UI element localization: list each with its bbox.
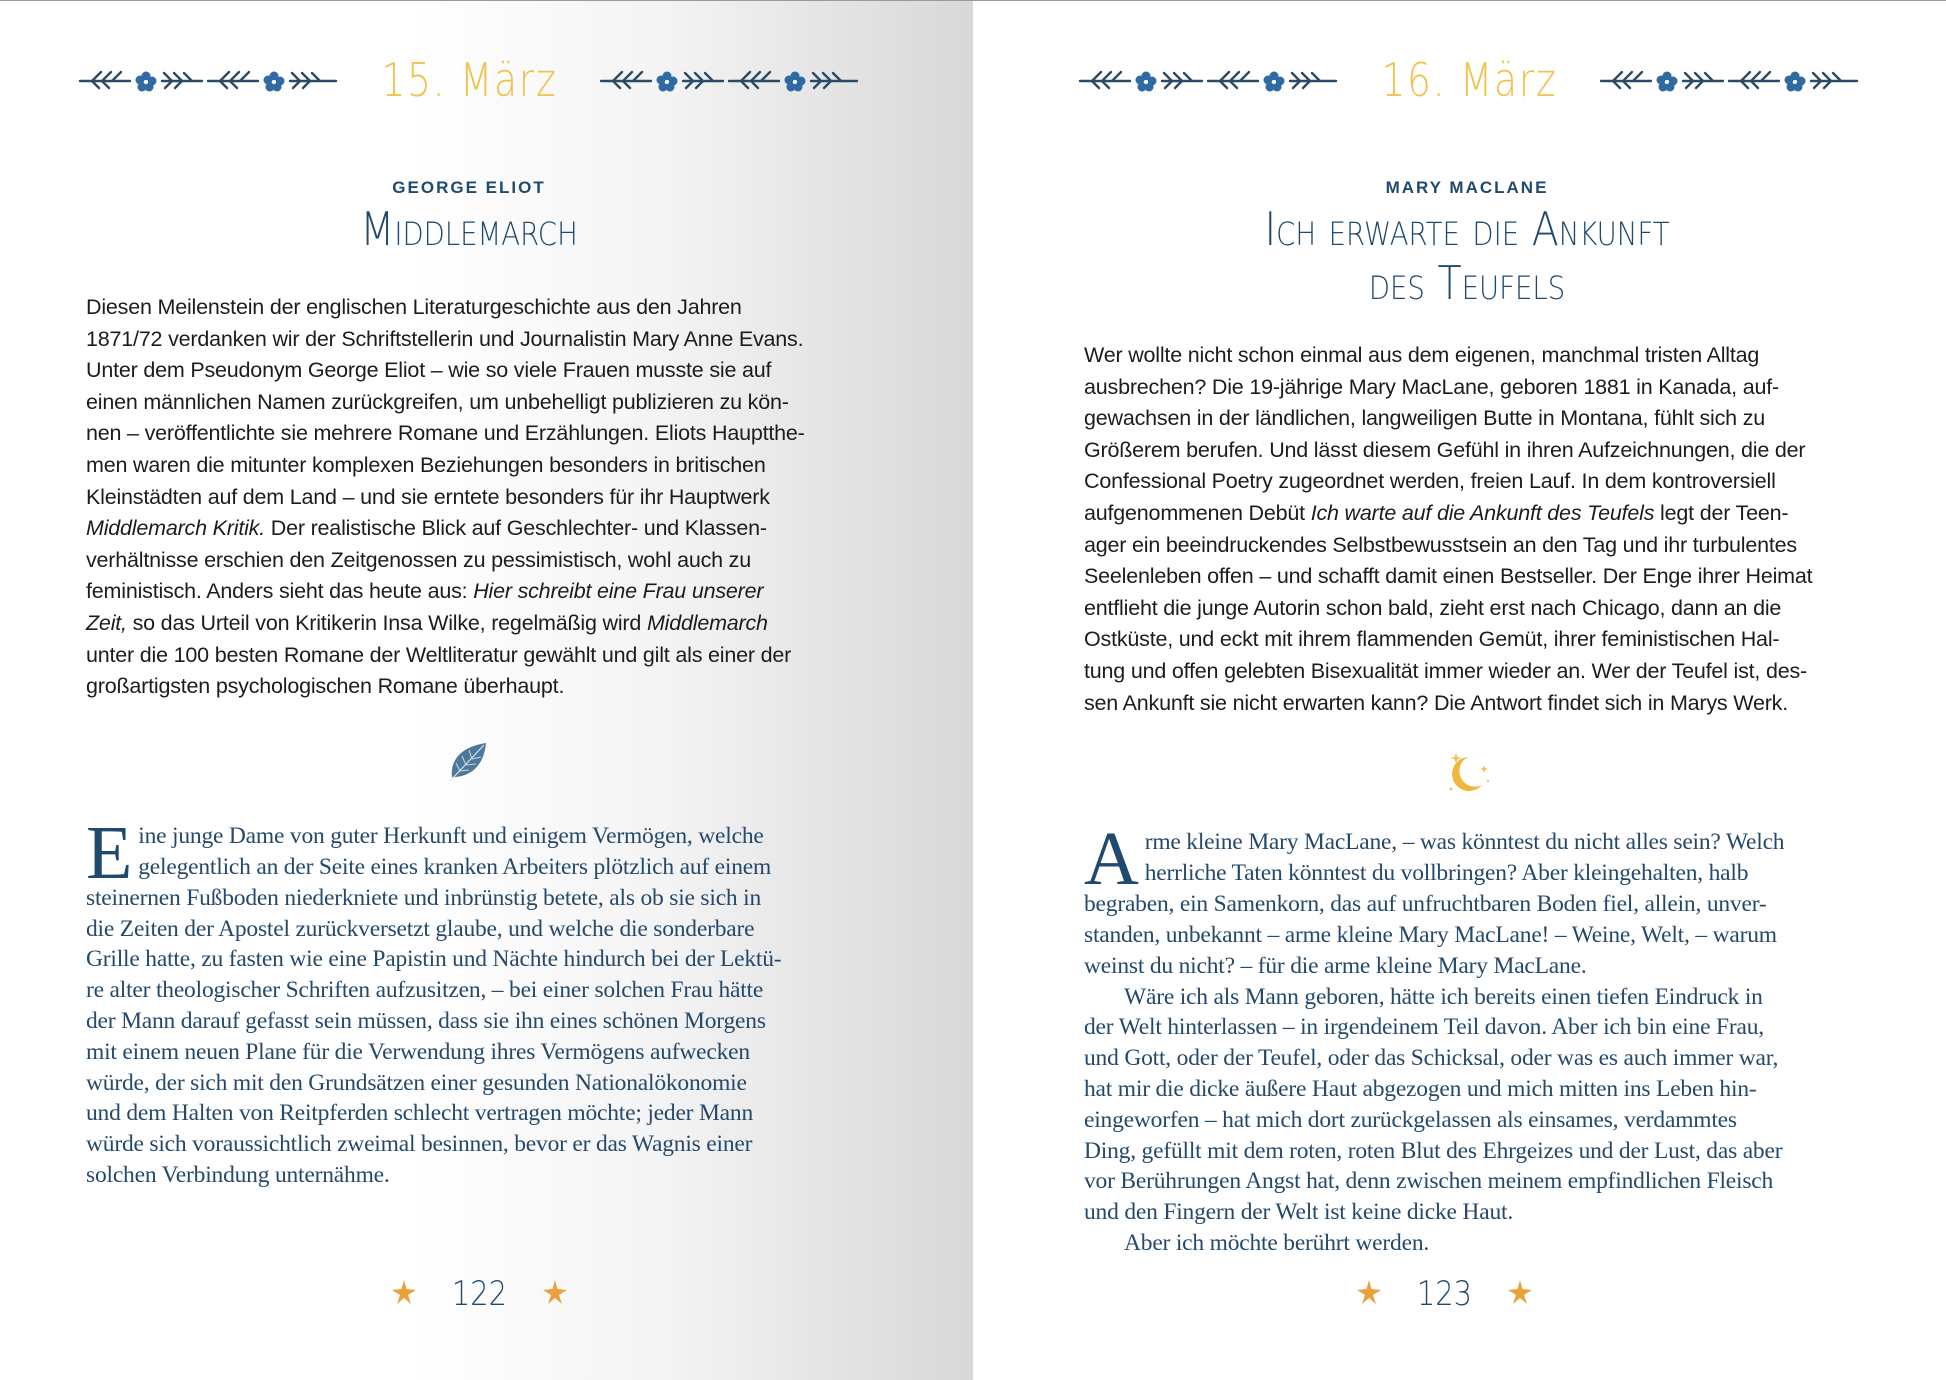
drop-cap: E [86, 810, 133, 895]
quote-line: würde, der sich mit den Grundsätzen einer gesunden Nationalökonomie [86, 1069, 747, 1096]
intro-line: großartigsten psychologischen Romane überhaupt. [86, 674, 565, 699]
intro-line: Kleinstädten auf dem Land – und sie erntete besonders für ihr Hauptwerk [86, 484, 770, 509]
intro-line: verhältnisse erschien den Zeitgenossen zu pessimistisch, wohl auch zu [86, 547, 751, 572]
intro-text-span: aufgenommenen Debüt [1084, 500, 1311, 525]
page-number-footer [0, 1274, 966, 1314]
excerpt-quote [86, 810, 852, 1191]
intro-line: sen Ankunft sie nicht erwarten kann? Die Antwort findet sich in Marys Werk. [1084, 690, 1788, 715]
page-number: 122 [451, 1274, 508, 1314]
italic-quote: Zeit, [86, 610, 127, 635]
quote-line: rme kleine Mary MacLane, – was könntest du nicht alles sein? Welch [1144, 829, 1785, 856]
page-number-footer [958, 1274, 1931, 1314]
star-icon [542, 1279, 568, 1310]
intro-line: Ostküste, und eckt mit ihrem flammenden Gemüt, ihrer feministischen Hal- [1084, 627, 1780, 652]
quote-line: und den Fingern der Welt ist keine dicke Haut. [1084, 1199, 1513, 1226]
quote-line: standen, unbekannt – arme kleine Mary MacLane! – Weine, Welt, – warum [1084, 921, 1777, 948]
book-title-line: des Teufels [1368, 256, 1566, 310]
intro-line: men waren die mitunter komplexen Beziehungen besonders in britischen [86, 452, 766, 477]
excerpt-quote [1084, 817, 1850, 1259]
intro-text-span: so das Urteil von Kritikerin Insa Wilke, regelmäßig wird [126, 610, 647, 635]
intro-line: Wer wollte nicht schon einmal aus dem eigenen, manchmal tristen Alltag [1084, 343, 1760, 367]
intro-line [86, 513, 852, 545]
intro-text [86, 292, 852, 703]
quote-line: re alter theologischer Schriften aufzusitzen, – bei einer solchen Frau hätte [86, 977, 764, 1004]
quote-line: solchen Verbindung unternähme. [86, 1161, 390, 1188]
floral-vine-icon [1078, 65, 1340, 95]
intro-line [86, 576, 852, 608]
intro-line: tung und offen gelebten Bisexualität immer wieder an. Wer der Teufel ist, des- [1084, 658, 1807, 683]
intro-text [1084, 340, 1850, 719]
intro-line: unter die 100 besten Romane der Weltliteratur gewählt und gilt als einer der [86, 642, 792, 667]
quote-line: ine junge Dame von guter Herkunft und einigem Vermögen, welche [138, 822, 764, 849]
intro-line [1084, 498, 1850, 530]
intro-text-span: Der realistische Blick auf Geschlechter- und Klassen- [265, 516, 767, 541]
left-page [0, 1, 973, 1380]
leaf-ornament [86, 737, 852, 783]
entry-content [1084, 178, 1850, 1259]
intro-line: gewachsen in der ländlichen, langweiligen Butte in Montana, fühlt sich zu [1084, 406, 1766, 431]
date-label: 15. März [381, 53, 558, 107]
book-title: Middlemarch [360, 202, 578, 256]
intro-line: Größerem berufen. Und lässt diesem Gefühl in ihren Aufzeichnungen, die der [1084, 437, 1806, 462]
star-icon [1356, 1279, 1382, 1310]
intro-line: Diesen Meilenstein der englischen Literaturgeschichte aus den Jahren [86, 295, 742, 319]
date-label: 16. März [1381, 53, 1558, 107]
intro-line: 1871/72 verdanken wir der Schriftstellerin und Journalistin Mary Anne Evans. [86, 326, 804, 351]
entry-content [86, 178, 852, 1191]
quote-line: der Mann darauf gefasst sein müssen, dass sie ihn eines schönen Morgens [86, 1007, 766, 1034]
quote-line: vor Berührungen Angst hat, denn zwischen meinem empfindlichen Fleisch [1084, 1168, 1774, 1195]
quote-line: die Zeiten der Apostel zurückversetzt glaube, und welche die sonderbare [86, 915, 755, 942]
intro-text-span: feministisch. Anders sieht das heute aus: [86, 579, 474, 604]
star-icon [1507, 1279, 1533, 1310]
quote-line: herrliche Taten könntest du vollbringen? Aber kleingehalten, halb [1144, 859, 1749, 886]
book-title [1138, 202, 1797, 310]
floral-vine-icon [599, 65, 861, 95]
italic-title: Middlemarch [646, 610, 768, 635]
quote-line: steinernen Fußboden niederkniete und inbrünstig betete, als ob sie sich in [86, 884, 762, 911]
date-header [84, 53, 855, 107]
intro-line: entflieht die junge Autorin schon bald, zieht erst nach Chicago, dann an die [1084, 595, 1782, 620]
date-header [1083, 53, 1856, 107]
quote-line: würde sich voraussichtlich zweimal besinnen, bevor er das Wagnis einer [86, 1131, 753, 1158]
quote-line: mit einem neuen Plane für die Verwendung ihres Vermögens aufwecken [86, 1038, 750, 1065]
intro-line: Confessional Poetry zugeordnet werden, freien Lauf. In dem kontroversiell [1084, 469, 1776, 494]
drop-cap: A [1084, 817, 1139, 902]
star-icon [391, 1279, 417, 1310]
moon-stars-icon [1442, 751, 1492, 797]
italic-quote: Hier schreibt eine Frau unserer [473, 579, 764, 604]
quote-line: Grille hatte, zu fasten wie eine Papistin und Nächte hindurch bei der Lektü- [86, 946, 782, 973]
quote-line: der Welt hinterlassen – in irgendeinem Teil davon. Aber ich bin eine Frau, [1084, 1014, 1764, 1041]
moon-ornament [1084, 751, 1850, 797]
quote-line: und Gott, oder der Teufel, oder das Schicksal, oder was es auch immer war, [1084, 1045, 1779, 1072]
quote-line: weinst du nicht? – für die arme kleine Mary MacLane. [1084, 952, 1587, 979]
quote-line: Ding, gefüllt mit dem roten, roten Blut des Ehrgeizes und der Lust, das aber [1084, 1137, 1783, 1164]
intro-line: ausbrechen? Die 19-jährige Mary MacLane, geboren 1881 in Kanada, auf- [1084, 374, 1779, 399]
intro-line: einen männlichen Namen zurückgreifen, um unbehelligt publizieren zu kön- [86, 389, 789, 414]
intro-line: ager ein beeindruckendes Selbstbewusstsein an den Tag und ihr turbulentes [1084, 532, 1797, 557]
intro-text-span: legt der Teen- [1654, 500, 1789, 525]
intro-line [86, 608, 852, 640]
intro-line: Seelenleben offen – und schafft damit einen Bestseller. Der Enge ihrer Heimat [1084, 564, 1813, 589]
right-page [973, 1, 1946, 1380]
book-title-line: Ich erwarte die Ankunft [1264, 202, 1670, 256]
floral-vine-icon [1599, 65, 1861, 95]
intro-line: Unter dem Pseudonym George Eliot – wie so viele Frauen musste sie auf [86, 358, 772, 383]
quote-line: begraben, ein Samenkorn, das auf unfruchtbaren Boden fiel, allein, unver- [1084, 891, 1767, 918]
author-name: MARY MACLANE [1385, 178, 1549, 197]
quote-line: eingeworfen – hat mich dort zurückgelassen als einsames, verdammtes [1084, 1106, 1737, 1133]
author-name: GEORGE ELIOT [392, 178, 546, 197]
italic-title: Ich warte auf die Ankunft des Teufels [1310, 500, 1655, 525]
quote-line: und dem Halten von Reitpferden schlecht vertragen möchte; jeder Mann [86, 1100, 754, 1127]
leaf-icon [446, 737, 492, 783]
floral-vine-icon [78, 65, 340, 95]
italic-title: Middlemarch Kritik. [86, 516, 265, 541]
quote-line: hat mir die dicke äußere Haut abgezogen und mich mitten ins Leben hin- [1084, 1075, 1757, 1102]
quote-line: Wäre ich als Mann geboren, hätte ich bereits einen tiefen Eindruck in [1124, 983, 1763, 1010]
intro-line: nen – veröffentlichte sie mehrere Romane und Erzählungen. Eliots Hauptthe- [86, 421, 805, 446]
quote-line: gelegentlich an der Seite eines kranken Arbeiters plötzlich auf einem [138, 853, 772, 880]
page-number: 123 [1416, 1274, 1473, 1314]
quote-line: Aber ich möchte berührt werden. [1124, 1229, 1430, 1256]
